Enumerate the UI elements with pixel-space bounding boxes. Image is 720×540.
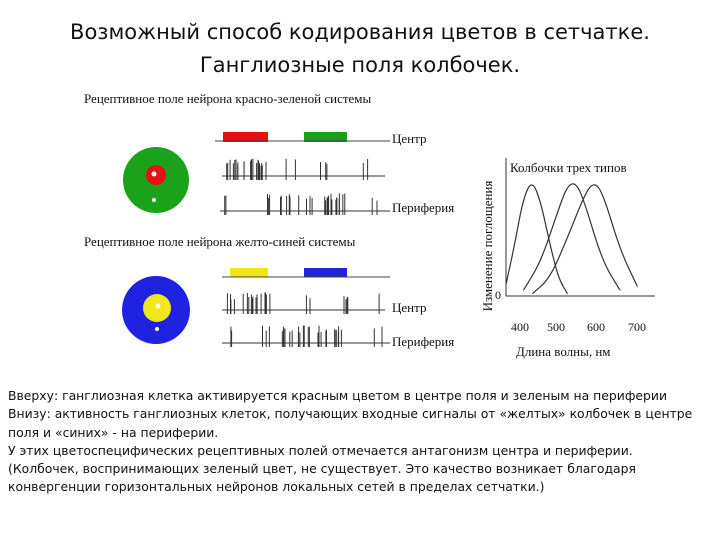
cone-curve-2 (524, 184, 620, 290)
caption-line-1: Вверху: ганглиозная клетка активируется красным цветом в центре поля и зеленым на периферии (8, 388, 668, 403)
rg-periphery-label: Периферия (392, 200, 455, 215)
yb-center-label: Центр (392, 300, 427, 315)
yb-receptive-field (122, 276, 190, 344)
chart-x-tick-500: 500 (547, 320, 565, 334)
caption-line-6: конвергенции горизонтальных нейронов локальных сетей в пределах сетчатки.) (8, 479, 545, 495)
rg-center-spike-train (227, 159, 368, 180)
yb-periphery-stimulus-bar (304, 268, 347, 277)
caption-line-2: Внизу: активность ганглиозных клеток, получающих входные сигналы от «желтых» колбочек в центре (8, 406, 693, 422)
chart-x-tick-400: 400 (511, 320, 529, 334)
chart-x-tick-700: 700 (628, 320, 646, 334)
rg-center-label: Центр (392, 131, 427, 146)
slide-title-line-1: Возможный способ кодирования цветов в сетчатке. (70, 20, 650, 44)
yb-section-label: Рецептивное поле нейрона желто-синей системы (84, 234, 356, 249)
chart-y-tick-0: 0 (495, 288, 501, 302)
yb-center-spike-train (227, 292, 379, 314)
caption-line-5: (Колбочек, воспринимающих зеленый цвет, не существует. Это качество возникает благодаря (8, 461, 636, 477)
chart-y-axis-label: Изменение поглощения (480, 180, 495, 312)
caption-line-3: поля и «синих» - на периферии. (8, 424, 219, 440)
caption (8, 387, 714, 497)
yb-center-stimulus-bar (230, 268, 268, 277)
rg-section-label: Рецептивное поле нейрона красно-зеленой системы (84, 91, 372, 106)
yb-periphery-spot (155, 327, 159, 331)
chart-title: Колбочки трех типов (510, 160, 627, 175)
chart-x-tick-600: 600 (587, 320, 605, 334)
rg-receptive-field (123, 147, 189, 213)
rg-center-spot (152, 172, 157, 177)
cone-curves (506, 184, 638, 294)
cone-curve-1 (506, 185, 567, 294)
yb-periphery-spike-train (231, 325, 382, 347)
slide-title-line-2: Ганглиозные поля колбочек. (199, 53, 521, 77)
chart-x-axis-label: Длина волны, нм (516, 344, 611, 359)
yb-periphery-label: Периферия (392, 334, 455, 349)
rg-periphery-spot (152, 198, 156, 202)
yb-center-spot (156, 304, 161, 309)
caption-line-4: У этих цветоспецифических рецептивных полей отмечается антагонизм центра и периферии. (8, 442, 633, 458)
rg-periphery-spike-train (225, 193, 377, 215)
cone-absorption-chart (506, 158, 655, 296)
